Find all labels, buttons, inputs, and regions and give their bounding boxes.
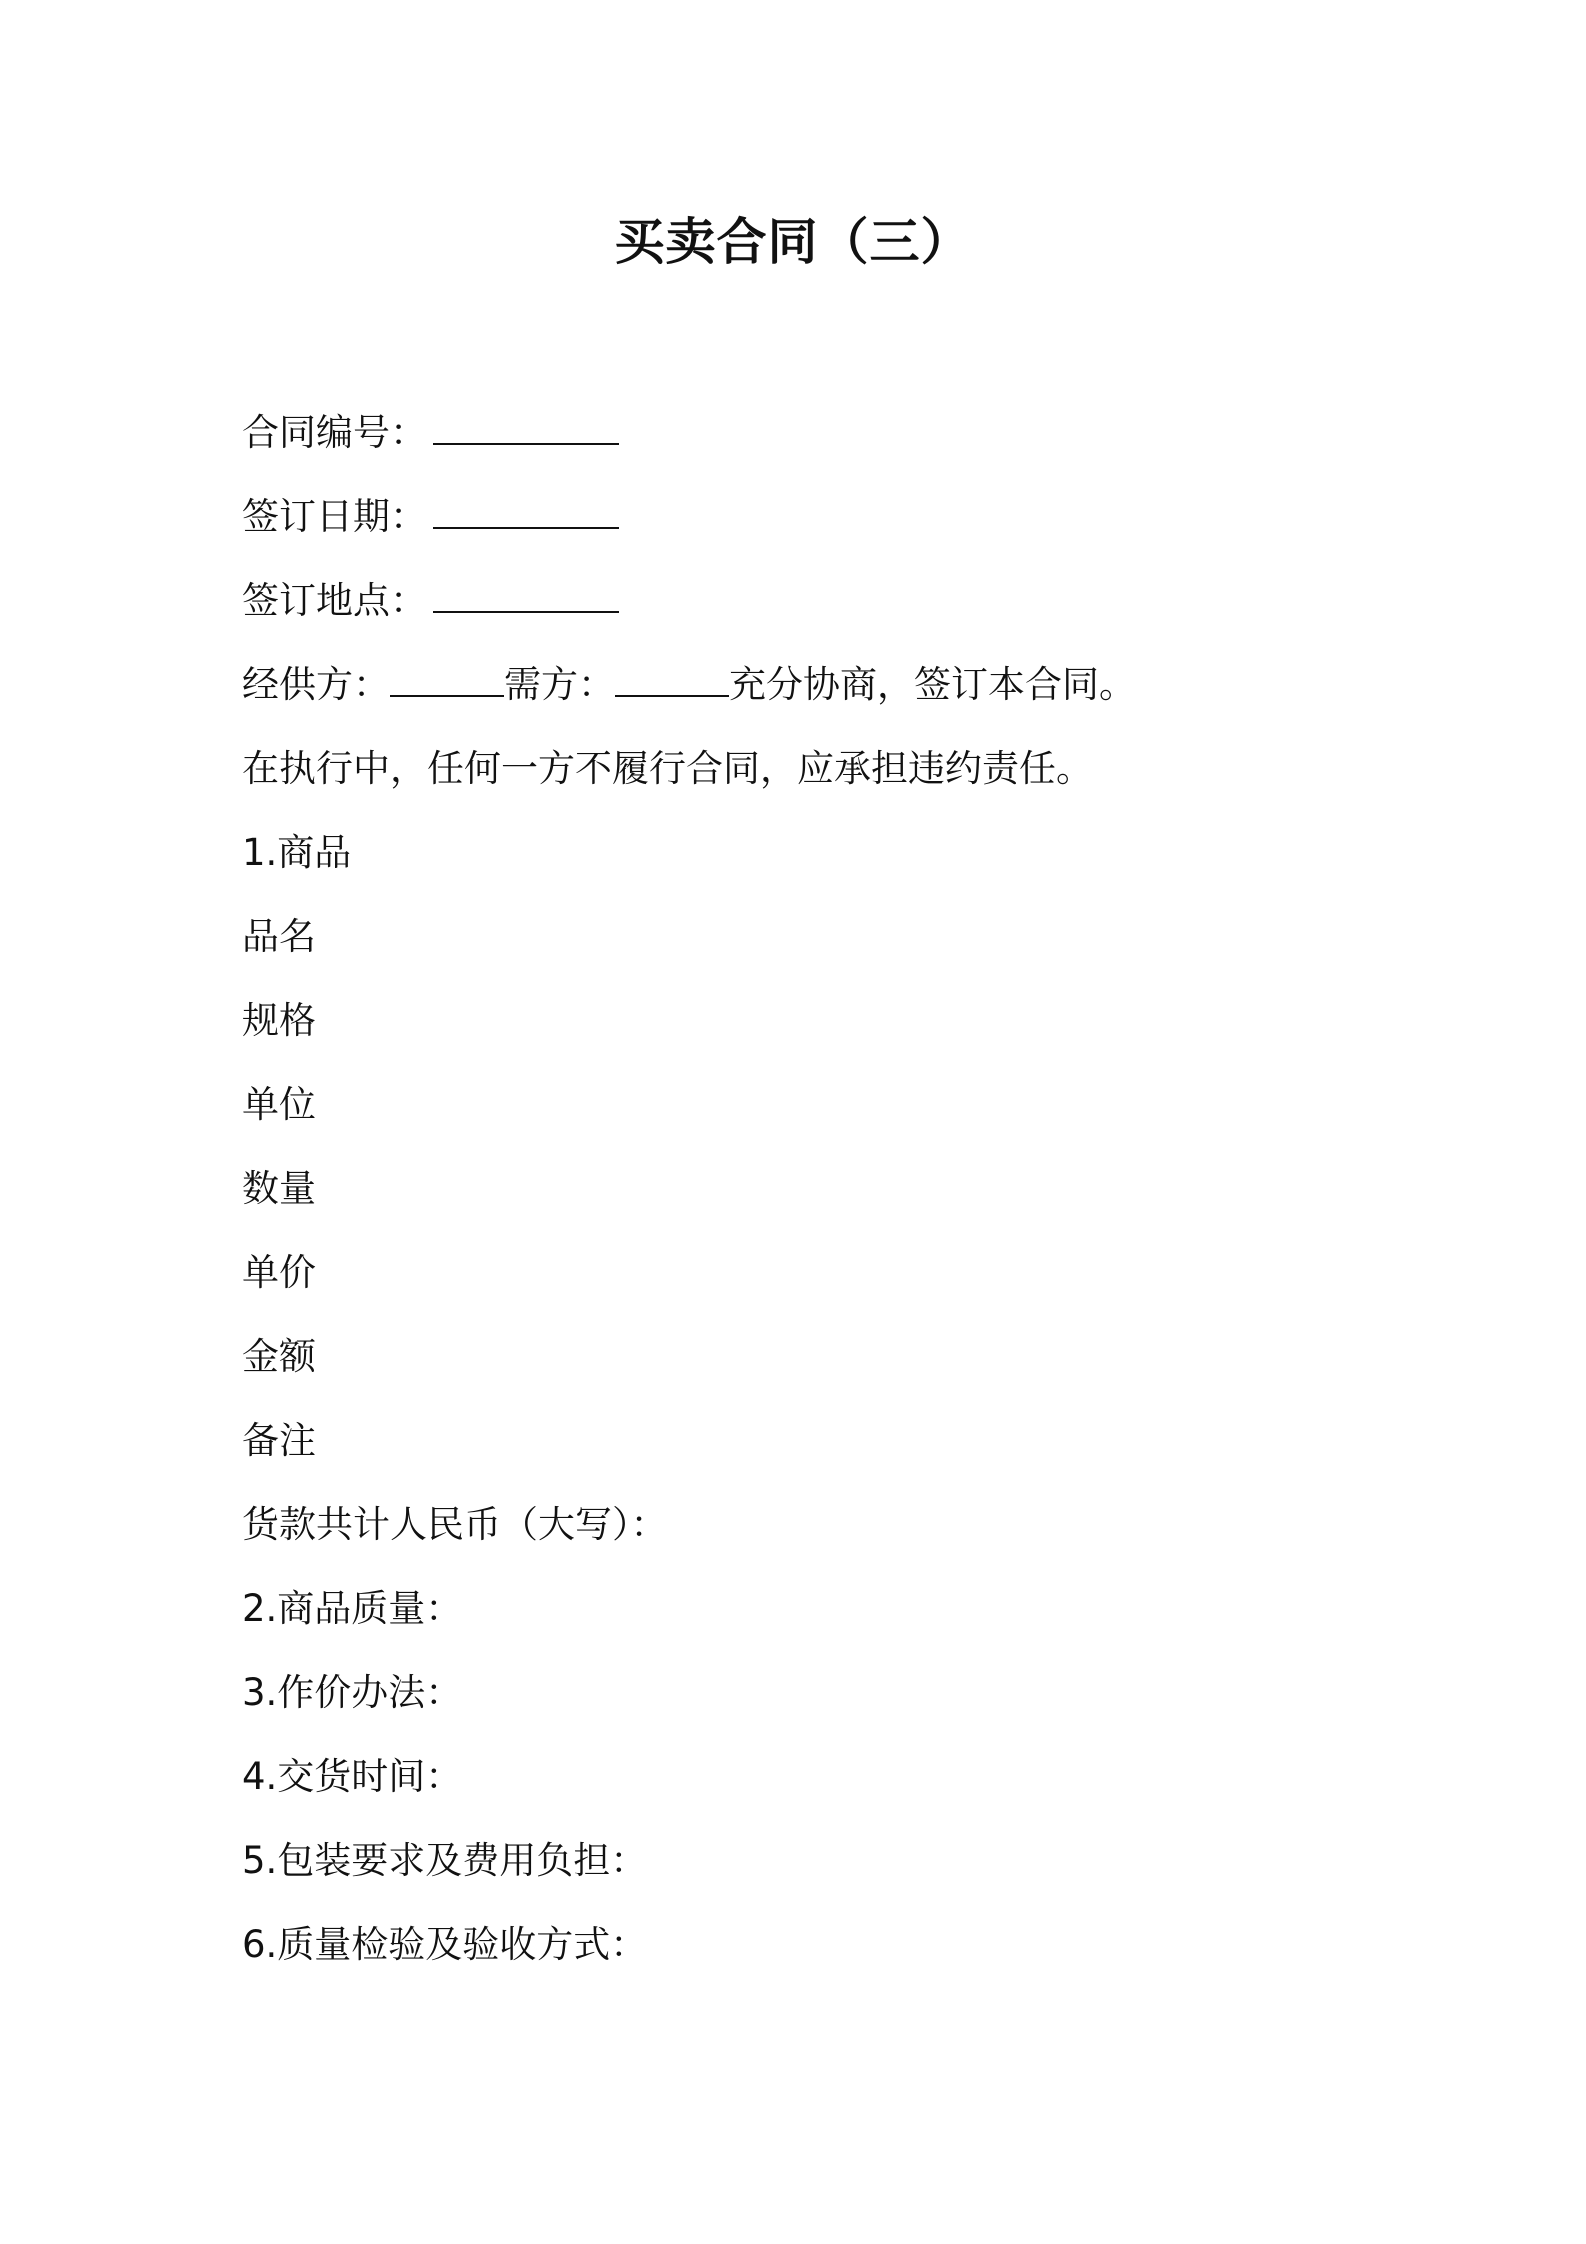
agreement-text: 充分协商，签订本合同。 bbox=[729, 663, 1136, 706]
buyer-label: 需方： bbox=[504, 663, 615, 706]
section-6-inspection: 6.质量检验及验收方式： bbox=[242, 1923, 648, 1966]
section-5-packaging: 5.包装要求及费用负担： bbox=[242, 1839, 648, 1882]
goods-field-unit-price: 单价 bbox=[242, 1251, 316, 1294]
supplier-blank bbox=[390, 661, 504, 697]
section-4-delivery-time: 4.交货时间： bbox=[242, 1755, 463, 1798]
goods-field-remarks: 备注 bbox=[242, 1419, 316, 1462]
parties-line bbox=[242, 660, 1442, 744]
goods-field-spec: 规格 bbox=[242, 999, 316, 1042]
goods-field-amount: 金额 bbox=[242, 1335, 316, 1378]
total-amount-line: 货款共计人民币（大写）： bbox=[242, 1503, 668, 1546]
sign-date-label: 签订日期： bbox=[242, 495, 427, 538]
contract-body bbox=[242, 408, 1442, 2004]
sign-date-line bbox=[242, 492, 1442, 576]
contract-number-line bbox=[242, 408, 1442, 492]
section-2-quality: 2.商品质量： bbox=[242, 1587, 463, 1630]
sign-date-blank bbox=[433, 493, 619, 529]
sign-place-label: 签订地点： bbox=[242, 579, 427, 622]
supplier-label: 经供方： bbox=[242, 663, 390, 706]
goods-field-quantity: 数量 bbox=[242, 1167, 316, 1210]
section-3-pricing: 3.作价办法： bbox=[242, 1671, 463, 1714]
contract-number-blank bbox=[433, 409, 619, 445]
section-1-heading: 1.商品 bbox=[242, 831, 352, 874]
liability-line: 在执行中，任何一方不履行合同，应承担违约责任。 bbox=[242, 747, 1093, 790]
sign-place-line bbox=[242, 576, 1442, 660]
buyer-blank bbox=[615, 661, 729, 697]
contract-number-label: 合同编号： bbox=[242, 411, 427, 454]
document-title: 买卖合同（三） bbox=[614, 213, 972, 271]
sign-place-blank bbox=[433, 577, 619, 613]
goods-field-name: 品名 bbox=[242, 915, 316, 958]
goods-field-unit: 单位 bbox=[242, 1083, 316, 1126]
